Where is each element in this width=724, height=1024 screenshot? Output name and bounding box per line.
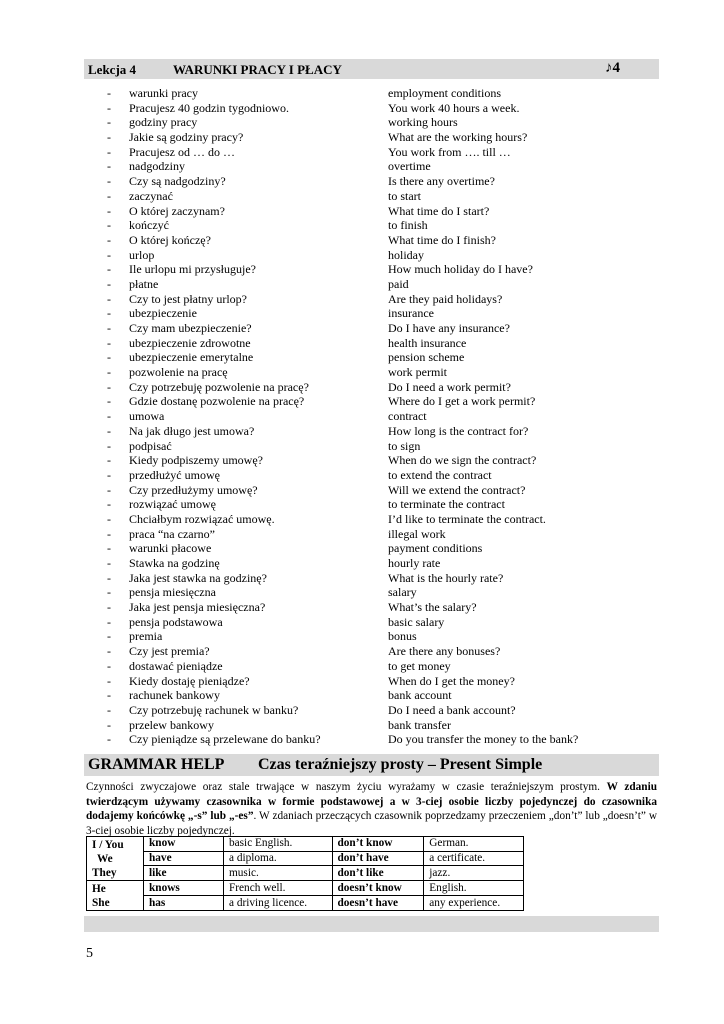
polish-phrase: praca “na czarno” [129, 526, 215, 541]
object-cell: basic English. [224, 837, 333, 852]
english-phrase: to get money [388, 658, 451, 673]
vocab-dash: - [107, 717, 111, 732]
vocab-row [0, 600, 724, 615]
english-phrase: When do I get the money? [388, 673, 515, 688]
vocab-dash: - [107, 688, 111, 703]
vocab-row [0, 674, 724, 689]
vocab-dash: - [107, 482, 111, 497]
negative-object-cell: English. [424, 881, 524, 896]
english-phrase: How much holiday do I have? [388, 262, 533, 277]
vocab-dash: - [107, 335, 111, 350]
grammar-header [84, 754, 659, 776]
negative-verb-cell: don’t like [332, 866, 424, 881]
polish-phrase: Czy to jest płatny urlop? [129, 291, 247, 306]
vocab-dash: - [107, 203, 111, 218]
polish-phrase: O której kończę? [129, 232, 211, 247]
object-cell: music. [224, 866, 333, 881]
vocab-dash: - [107, 585, 111, 600]
page-number: 5 [86, 946, 93, 961]
vocab-dash: - [107, 394, 111, 409]
english-phrase: bonus [388, 629, 417, 644]
polish-phrase: Jaka jest pensja miesięczna? [129, 600, 266, 615]
vocab-dash: - [107, 409, 111, 424]
english-phrase: Are they paid holidays? [388, 291, 503, 306]
vocab-row [0, 453, 724, 468]
polish-phrase: Czy pieniądze są przelewane do banku? [129, 732, 321, 747]
vocab-dash: - [107, 600, 111, 615]
vocab-row [0, 629, 724, 644]
vocab-row [0, 571, 724, 586]
vocab-row [0, 615, 724, 630]
polish-phrase: zaczynać [129, 188, 173, 203]
polish-phrase: Pracujesz 40 godzin tygodniowo. [129, 100, 289, 115]
vocab-dash: - [107, 365, 111, 380]
subject-label: She [92, 897, 110, 909]
english-phrase: illegal work [388, 526, 446, 541]
negative-verb-cell: doesn’t know [332, 881, 424, 896]
subject-cell [87, 837, 144, 881]
english-phrase: Is there any overtime? [388, 174, 495, 189]
english-phrase: pension scheme [388, 350, 465, 365]
vocab-row [0, 365, 724, 380]
polish-phrase: kończyć [129, 218, 169, 233]
vocab-row [0, 248, 724, 263]
subject-label: He [92, 883, 106, 895]
english-phrase: Are there any bonuses? [388, 644, 501, 659]
polish-phrase: Czy przedłużymy umowę? [129, 482, 258, 497]
polish-phrase: Czy potrzebuję pozwolenie na pracę? [129, 379, 309, 394]
table-row [87, 837, 524, 852]
vocab-dash: - [107, 629, 111, 644]
english-phrase: Where do I get a work permit? [388, 394, 536, 409]
footer-band [84, 916, 659, 932]
vocab-dash: - [107, 453, 111, 468]
polish-phrase: pensja miesięczna [129, 585, 216, 600]
vocab-dash: - [107, 100, 111, 115]
vocab-row [0, 409, 724, 424]
vocab-row [0, 277, 724, 292]
vocab-dash: - [107, 556, 111, 570]
vocab-dash: - [107, 115, 111, 130]
english-phrase: Will we extend the contract? [388, 482, 526, 497]
polish-phrase: Pracujesz od … do … [129, 144, 235, 159]
vocab-row [0, 130, 724, 145]
object-cell: French well. [224, 881, 333, 896]
english-phrase: employment conditions [388, 86, 501, 100]
vocab-dash: - [107, 144, 111, 159]
english-phrase: to start [388, 188, 421, 203]
vocab-row [0, 306, 724, 321]
polish-phrase: Stawka na godzinę [129, 556, 220, 570]
vocab-dash: - [107, 321, 111, 335]
vocab-row [0, 350, 724, 365]
vocab-dash: - [107, 423, 111, 438]
vocab-dash: - [107, 350, 111, 365]
verb-cell: has [144, 896, 224, 911]
negative-object-cell: jazz. [424, 866, 524, 881]
polish-phrase: umowa [129, 409, 165, 424]
negative-object-cell: any experience. [424, 896, 524, 911]
vocab-row [0, 688, 724, 703]
present-simple-table [86, 836, 524, 911]
vocab-dash: - [107, 276, 111, 291]
vocab-dash: - [107, 218, 111, 233]
vocab-row [0, 718, 724, 733]
vocab-row [0, 204, 724, 219]
english-phrase: Do I have any insurance? [388, 321, 510, 335]
vocab-dash: - [107, 438, 111, 453]
vocab-dash: - [107, 732, 111, 747]
negative-verb-cell: don’t have [332, 851, 424, 866]
vocab-dash: - [107, 159, 111, 174]
english-phrase: bank transfer [388, 717, 451, 732]
english-phrase: overtime [388, 159, 431, 174]
vocab-row [0, 483, 724, 498]
grammar-subtitle: Czas teraźniejszy prosty – Present Simple [258, 756, 543, 773]
vocab-row [0, 424, 724, 439]
polish-phrase: warunki płacowe [129, 541, 212, 556]
english-phrase: payment conditions [388, 541, 483, 556]
vocab-row [0, 233, 724, 248]
vocab-row [0, 115, 724, 130]
table-row [87, 851, 524, 866]
table-row [87, 866, 524, 881]
vocab-row [0, 703, 724, 718]
lesson-title: WARUNKI PRACY I PŁACY [173, 62, 342, 77]
polish-phrase: Gdzie dostanę pozwolenie na pracę? [129, 394, 305, 409]
english-phrase: You work from …. till … [388, 144, 511, 159]
polish-phrase: nadgodziny [129, 159, 185, 174]
polish-phrase: rachunek bankowy [129, 688, 220, 703]
vocab-dash: - [107, 614, 111, 629]
verb-cell: like [144, 866, 224, 881]
polish-phrase: Czy są nadgodziny? [129, 174, 226, 189]
english-phrase: to finish [388, 218, 428, 233]
polish-phrase: przedłużyć umowę [129, 467, 220, 482]
english-phrase: holiday [388, 247, 424, 262]
vocab-dash: - [107, 644, 111, 659]
polish-phrase: Czy mam ubezpieczenie? [129, 321, 252, 335]
english-phrase: Do you transfer the money to the bank? [388, 732, 579, 747]
vocab-dash: - [107, 174, 111, 189]
subject-label: I / You [92, 839, 124, 851]
vocab-row [0, 644, 724, 659]
vocab-row [0, 468, 724, 483]
table-row [87, 896, 524, 911]
english-phrase: How long is the contract for? [388, 423, 529, 438]
verb-cell: knows [144, 881, 224, 896]
english-phrase: to sign [388, 438, 421, 453]
english-phrase: What time do I finish? [388, 232, 496, 247]
vocab-row [0, 439, 724, 454]
grammar-intro [86, 780, 657, 838]
english-phrase: What time do I start? [388, 203, 490, 218]
vocab-dash: - [107, 232, 111, 247]
negative-verb-cell: doesn’t have [332, 896, 424, 911]
english-phrase: When do we sign the contract? [388, 453, 537, 468]
vocab-row [0, 262, 724, 277]
negative-verb-cell: don’t know [332, 837, 424, 852]
english-phrase: You work 40 hours a week. [388, 100, 520, 115]
vocab-row [0, 527, 724, 542]
vocab-dash: - [107, 247, 111, 262]
english-phrase: health insurance [388, 335, 467, 350]
verb-cell: know [144, 837, 224, 852]
vocab-dash: - [107, 497, 111, 512]
intro-text-end: . W zdaniach przeczących czasownik poprzedzamy przeczeniem „don’t” lub „doesn’t” w 3-ciej osobie liczby pojedynczej. [86, 810, 657, 837]
polish-phrase: ubezpieczenie emerytalne [129, 350, 254, 365]
polish-phrase: Ile urlopu mi przysługuje? [129, 262, 256, 277]
polish-phrase: Jaka jest stawka na godzinę? [129, 570, 267, 585]
vocab-row [0, 321, 724, 336]
polish-phrase: podpisać [129, 438, 172, 453]
vocab-row [0, 101, 724, 116]
vocab-row [0, 336, 724, 351]
vocab-row [0, 497, 724, 512]
polish-phrase: płatne [129, 276, 159, 291]
vocab-row [0, 380, 724, 395]
polish-phrase: dostawać pieniądze [129, 658, 223, 673]
english-phrase: I’d like to terminate the contract. [388, 511, 546, 526]
vocabulary-list [0, 86, 724, 747]
polish-phrase: ubezpieczenie zdrowotne [129, 335, 251, 350]
polish-phrase: Kiedy dostaję pieniądze? [129, 673, 250, 688]
vocab-dash: - [107, 467, 111, 482]
subject-cell [87, 881, 144, 911]
vocab-row [0, 394, 724, 409]
vocab-dash: - [107, 511, 111, 526]
object-cell: a diploma. [224, 851, 333, 866]
english-phrase: hourly rate [388, 556, 441, 570]
negative-object-cell: German. [424, 837, 524, 852]
vocab-dash: - [107, 526, 111, 541]
grammar-title: GRAMMAR HELP [88, 756, 225, 773]
polish-phrase: godziny pracy [129, 115, 198, 130]
vocab-row [0, 732, 724, 747]
polish-phrase: urlop [129, 247, 155, 262]
english-phrase: insurance [388, 306, 434, 321]
english-phrase: to terminate the contract [388, 497, 505, 512]
table-row [87, 881, 524, 896]
english-phrase: paid [388, 276, 409, 291]
polish-phrase: Na jak długo jest umowa? [129, 423, 255, 438]
english-phrase: basic salary [388, 614, 445, 629]
english-phrase: salary [388, 585, 417, 600]
english-phrase: to extend the contract [388, 467, 492, 482]
polish-phrase: O której zaczynam? [129, 203, 225, 218]
vocab-row [0, 218, 724, 233]
english-phrase: contract [388, 409, 427, 424]
vocab-row [0, 189, 724, 204]
polish-phrase: Czy potrzebuję rachunek w banku? [129, 702, 299, 717]
polish-phrase: Jakie są godziny pracy? [129, 130, 244, 145]
vocab-dash: - [107, 262, 111, 277]
english-phrase: What are the working hours? [388, 130, 528, 145]
vocab-row [0, 292, 724, 307]
vocab-row [0, 512, 724, 527]
polish-phrase: rozwiązać umowę [129, 497, 216, 512]
polish-phrase: pozwolenie na pracę [129, 365, 228, 380]
polish-phrase: premia [129, 629, 163, 644]
vocab-row [0, 174, 724, 189]
vocab-dash: - [107, 658, 111, 673]
negative-object-cell: a certificate. [424, 851, 524, 866]
polish-phrase: przelew bankowy [129, 717, 214, 732]
english-phrase: working hours [388, 115, 458, 130]
vocab-dash: - [107, 702, 111, 717]
vocab-row [0, 159, 724, 174]
polish-phrase: ubezpieczenie [129, 306, 197, 321]
vocab-row [0, 541, 724, 556]
vocab-dash: - [107, 130, 111, 145]
vocab-dash: - [107, 570, 111, 585]
subject-label: We [97, 853, 113, 865]
polish-phrase: Kiedy podpiszemy umowę? [129, 453, 263, 468]
vocab-row [0, 86, 724, 101]
english-phrase: Do I need a bank account? [388, 702, 516, 717]
intro-bold-text: W zdaniu twierdzącym używamy czasownika w formie podstawowej a w 3-ciej osobie liczby pojedynczej do czasownika dodajemy końcówkę „-s” lub „-es” [86, 781, 657, 822]
english-phrase: What is the hourly rate? [388, 570, 504, 585]
subject-label: They [92, 867, 117, 879]
vocab-row [0, 556, 724, 571]
polish-phrase: pensja podstawowa [129, 614, 223, 629]
vocab-dash: - [107, 673, 111, 688]
vocab-dash: - [107, 541, 111, 556]
english-phrase: What’s the salary? [388, 600, 477, 615]
english-phrase: Do I need a work permit? [388, 379, 511, 394]
intro-text: Czynności zwyczajowe oraz stale trwające w naszym życiu wyrażamy w czasie teraźniejszym prostym. [86, 781, 600, 793]
lesson-number: Lekcja 4 [88, 62, 137, 77]
vocab-row [0, 659, 724, 674]
english-phrase: bank account [388, 688, 452, 703]
object-cell: a driving licence. [224, 896, 333, 911]
polish-phrase: warunki pracy [129, 86, 198, 100]
english-phrase: work permit [388, 365, 447, 380]
vocab-dash: - [107, 86, 111, 100]
vocab-row [0, 585, 724, 600]
verb-cell: have [144, 851, 224, 866]
vocab-dash: - [107, 291, 111, 306]
vocab-dash: - [107, 306, 111, 321]
lesson-header [84, 59, 659, 79]
vocab-row [0, 145, 724, 160]
polish-phrase: Czy jest premia? [129, 644, 210, 659]
polish-phrase: Chciałbym rozwiązać umowę. [129, 511, 275, 526]
vocab-dash: - [107, 188, 111, 203]
audio-track-icon: ♪4 [605, 60, 620, 76]
vocab-dash: - [107, 379, 111, 394]
